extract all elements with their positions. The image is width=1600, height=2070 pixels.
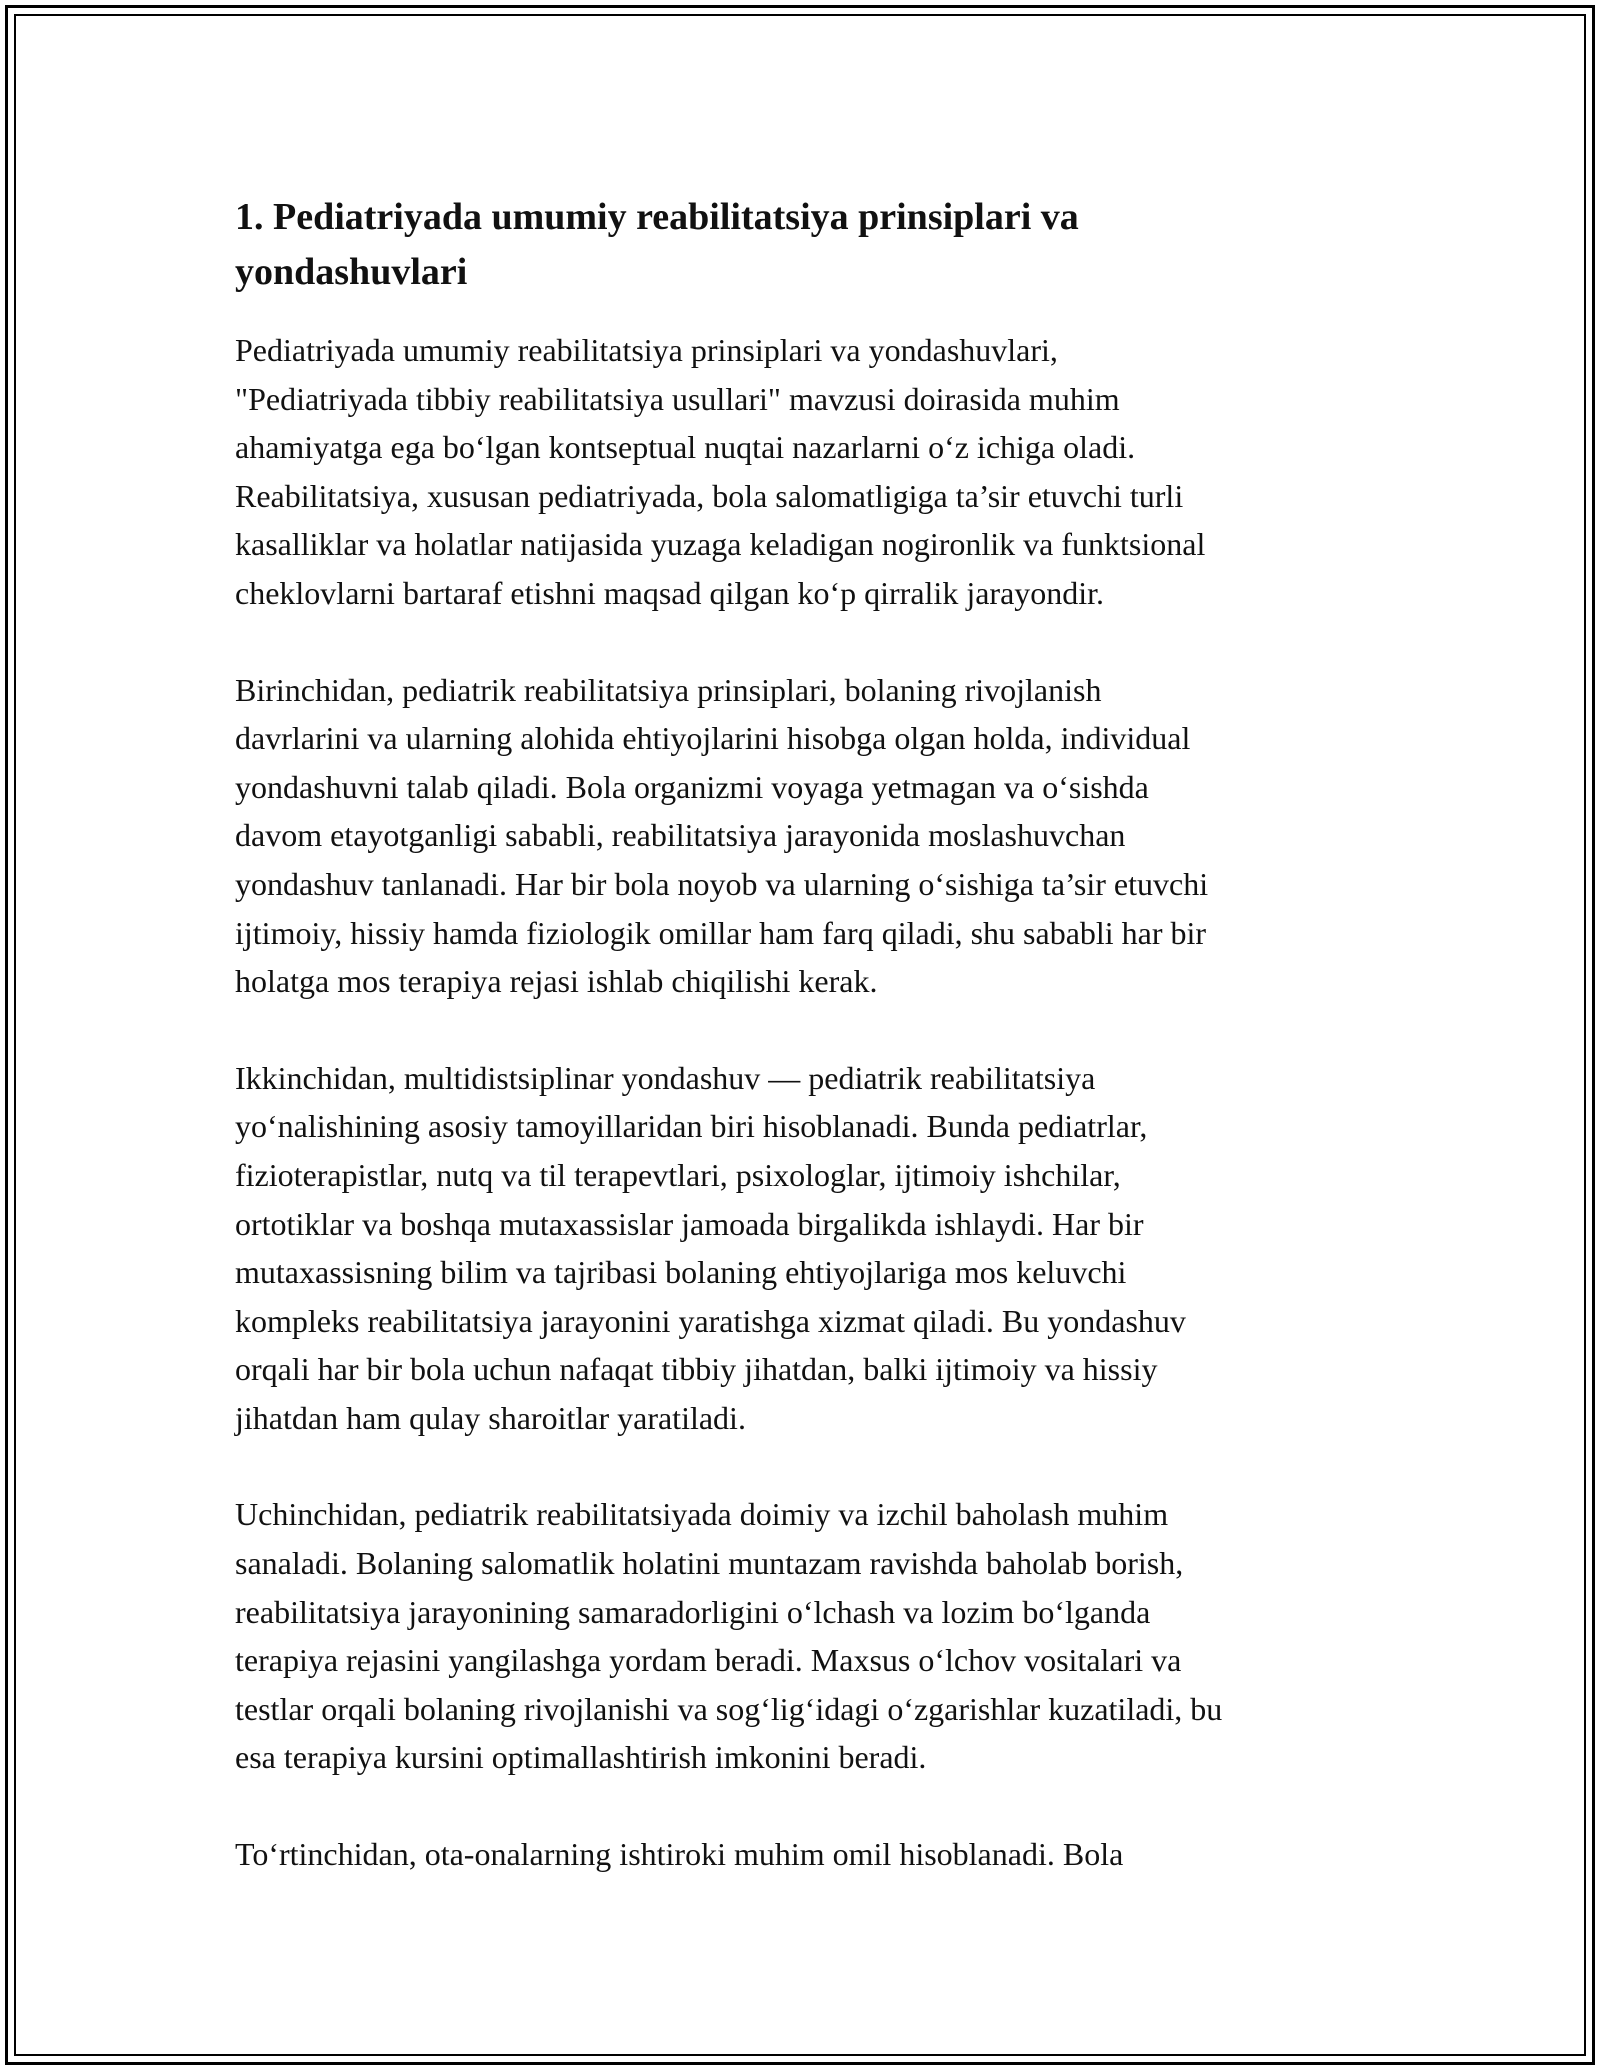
paragraph-fourth: To‘rtinchidan, ota-onalarning ishtiroki muhim omil hisoblanadi. Bola (235, 1836, 1124, 1873)
document-body (235, 190, 1375, 1879)
paragraph-second: Ikkinchidan, multidistsiplinar yondashuv — pediatrik reabilitatsiya yo‘nalishining asosiy tamoyillaridan biri hisoblanadi. Bunda pediatrlar, fizioterapistlar, nutq va til terapevtlari, psixologlar, ijtimoiy ishchilar, ortotiklar va boshqa mutaxassislar jamoada birgalikda ishlaydi. Har bir mutaxassisning bilim va tajribasi bolaning ehtiyojlariga mos keluvchi kompleks reabilitatsiya jarayonini yaratishga xizmat qiladi. Bu yondashuv orqali har bir bola uchun nafaqat tibbiy jihatdan, balki ijtimoiy va hissiy jihatdan ham qulay sharoitlar yaratiladi. (235, 1059, 1186, 1436)
paragraph-first: Birinchidan, pediatrik reabilitatsiya prinsiplari, bolaning rivojlanish davrlarini va ularning alohida ehtiyojlarini hisobga olgan holda, individual yondashuvni talab qiladi. Bola organizmi voyaga yetmagan va o‘sishda davom etayotganligi sababli, reabilitatsiya jarayonida moslashuvchan yondashuv tanlanadi. Har bir bola noyob va ularning o‘sishiga ta’sir etuvchi ijtimoiy, hissiy hamda fiziologik omillar ham farq qiladi, shu sababli har bir holatga mos terapiya rejasi ishlab chiqilishi kerak. (235, 671, 1209, 1000)
paragraph-third: Uchinchidan, pediatrik reabilitatsiyada doimiy va izchil baholash muhim sanaladi. Bolaning salomatlik holatini muntazam ravishda baholab borish, reabilitatsiya jarayonining samaradorligini o‘lchash va lozim bo‘lganda terapiya rejasini yangilashga yordam beradi. Maxsus o‘lchov vositalari va testlar orqali bolaning rivojlanishi va sog‘lig‘idagi o‘zgarishlar kuzatiladi, bu esa terapiya kursini optimallashtirish imkonini beradi. (235, 1496, 1223, 1776)
paragraph-intro: Pediatriyada umumiy reabilitatsiya prinsiplari va yondashuvlari, "Pediatriyada tibbiy reabilitatsiya usullari" mavzusi doirasida muhim ahamiyatga ega bo‘lgan kontseptual nuqtai nazarlarni o‘z ichiga oladi. Reabilitatsiya, xususan pediatriyada, bola salomatligiga ta’sir etuvchi turli kasalliklar va holatlar natijasida yuzaga keladigan nogironlik va funktsional cheklovlarni bartaraf etishni maqsad qilgan ko‘p qirralik jarayondir. (235, 332, 1206, 611)
section-heading: 1. Pediatriyada umumiy reabilitatsiya prinsiplari va yondashuvlari (235, 196, 1079, 293)
